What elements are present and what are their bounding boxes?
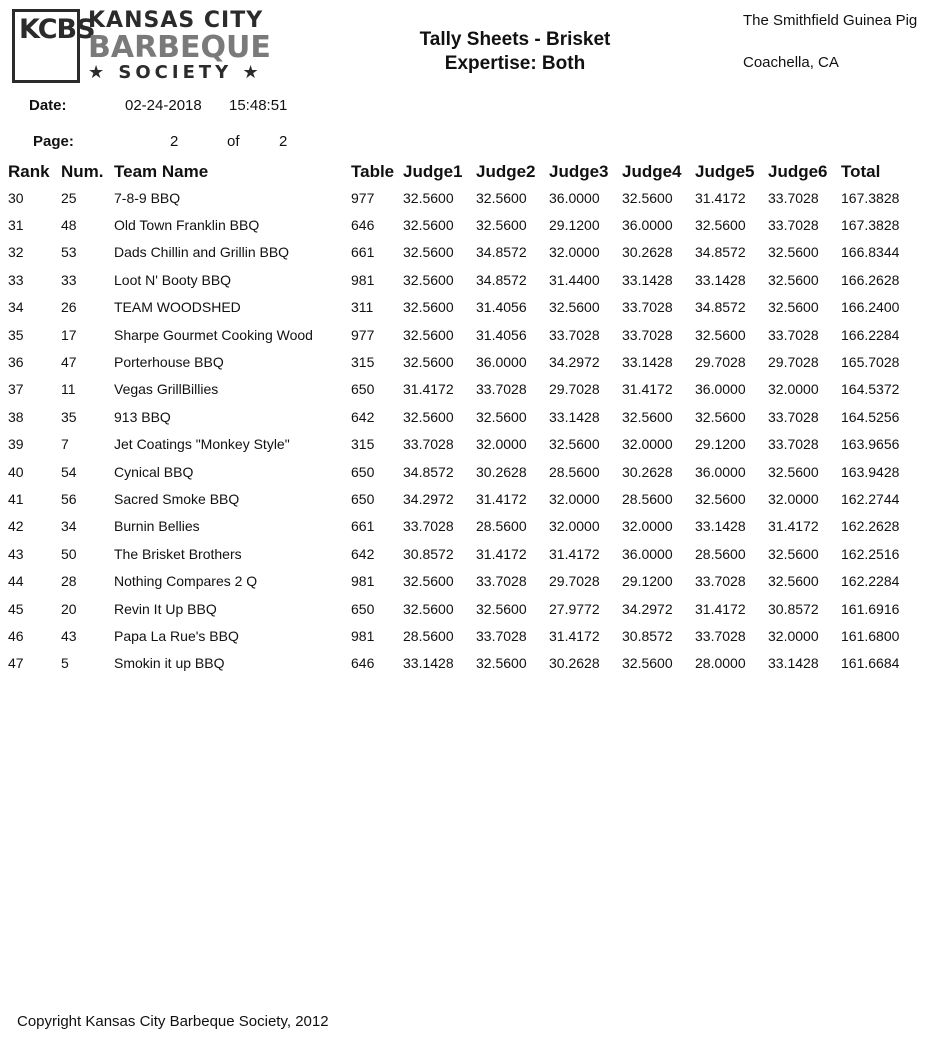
judge3-cell: 30.2628 (549, 655, 600, 672)
judge3-cell: 31.4172 (549, 627, 600, 644)
judge1-cell: 33.7028 (403, 518, 454, 535)
total-cell: 163.9656 (841, 436, 900, 453)
total-cell: 162.2744 (841, 490, 900, 507)
total-cell: 166.2400 (841, 299, 900, 316)
team-name-cell: Nothing Compares 2 Q (114, 573, 258, 590)
judge4-cell: 32.5600 (622, 655, 673, 672)
rank-cell: 41 (8, 490, 24, 507)
logo-wordmark (88, 9, 293, 83)
judge6-cell: 32.0000 (768, 627, 819, 644)
team-name-cell: Porterhouse BBQ (114, 354, 224, 371)
judge2-cell: 32.5600 (476, 600, 527, 617)
judge2-cell: 30.2628 (476, 463, 527, 480)
rank-cell: 33 (8, 271, 24, 288)
team-name-cell: TEAM WOODSHED (114, 299, 241, 316)
num-cell: 33 (61, 271, 77, 288)
total-cell: 163.9428 (841, 463, 900, 480)
rank-cell: 31 (8, 217, 24, 234)
column-header: Rank (8, 162, 50, 181)
table-row (8, 567, 938, 594)
judge5-cell: 36.0000 (695, 463, 746, 480)
table-cell: 642 (351, 545, 375, 562)
judge5-cell: 33.7028 (695, 573, 746, 590)
table-row (8, 403, 938, 430)
table-body (8, 184, 938, 677)
page-label: Page: (33, 133, 74, 150)
judge4-cell: 29.1200 (622, 573, 673, 590)
judge4-cell: 32.0000 (622, 436, 673, 453)
judge5-cell: 34.8572 (695, 299, 746, 316)
judge5-cell: 32.5600 (695, 490, 746, 507)
total-cell: 162.2284 (841, 573, 900, 590)
rank-cell: 47 (8, 655, 24, 672)
judge1-cell: 32.5600 (403, 354, 454, 371)
table-row (8, 348, 938, 375)
table-cell: 650 (351, 463, 375, 480)
judge5-cell: 32.5600 (695, 217, 746, 234)
contest-city: Coachella, CA (743, 54, 839, 71)
column-header: Judge5 (695, 162, 755, 181)
num-cell: 11 (61, 381, 76, 398)
logo-line1: KANSAS CITY (88, 8, 264, 33)
num-cell: 50 (61, 545, 77, 562)
rank-cell: 45 (8, 600, 24, 617)
logo-monogram: KCBS (19, 14, 95, 45)
table-cell: 981 (351, 271, 375, 288)
judge6-cell: 33.7028 (768, 436, 819, 453)
team-name-cell: Revin It Up BBQ (114, 600, 217, 617)
judge2-cell: 32.5600 (476, 408, 527, 425)
table-cell: 315 (351, 436, 375, 453)
judge5-cell: 31.4172 (695, 189, 746, 206)
rank-cell: 30 (8, 189, 24, 206)
rank-cell: 43 (8, 545, 24, 562)
judge6-cell: 32.5600 (768, 463, 819, 480)
judge4-cell: 36.0000 (622, 217, 673, 234)
judge4-cell: 32.5600 (622, 189, 673, 206)
judge6-cell: 33.7028 (768, 189, 819, 206)
team-name-cell: Loot N' Booty BBQ (114, 271, 232, 288)
contest-name: The Smithfield Guinea Pig (743, 12, 918, 29)
judge6-cell: 32.5600 (768, 271, 819, 288)
judge1-cell: 34.2972 (403, 490, 454, 507)
table-row (8, 431, 938, 458)
num-cell: 35 (61, 408, 77, 425)
table-row (8, 376, 938, 403)
column-header: Total (841, 162, 881, 181)
judge4-cell: 33.1428 (622, 354, 673, 371)
judge3-cell: 32.0000 (549, 490, 600, 507)
judge4-cell: 33.1428 (622, 271, 673, 288)
total-cell: 161.6916 (841, 600, 900, 617)
judge4-cell: 30.8572 (622, 627, 673, 644)
judge5-cell: 36.0000 (695, 381, 746, 398)
judge1-cell: 33.1428 (403, 655, 454, 672)
column-header: Table (351, 162, 395, 181)
date-label: Date: (29, 97, 67, 114)
table-cell: 981 (351, 627, 375, 644)
table-row (8, 211, 938, 238)
table-row (8, 266, 938, 293)
team-name-cell: Cynical BBQ (114, 463, 194, 480)
judge1-cell: 32.5600 (403, 408, 454, 425)
table-row (8, 485, 938, 512)
table-cell: 650 (351, 600, 375, 617)
judge3-cell: 36.0000 (549, 189, 600, 206)
table-cell: 650 (351, 490, 375, 507)
rank-cell: 40 (8, 463, 24, 480)
column-header: Judge2 (476, 162, 536, 181)
table-row (8, 622, 938, 649)
total-cell: 164.5372 (841, 381, 900, 398)
judge5-cell: 33.1428 (695, 518, 746, 535)
table-cell: 650 (351, 381, 375, 398)
table-cell: 646 (351, 655, 375, 672)
judge1-cell: 32.5600 (403, 217, 454, 234)
total-cell: 161.6684 (841, 655, 900, 672)
total-cell: 161.6800 (841, 627, 900, 644)
judge6-cell: 33.1428 (768, 655, 819, 672)
rank-cell: 37 (8, 381, 24, 398)
num-cell: 25 (61, 189, 77, 206)
rank-cell: 38 (8, 408, 24, 425)
time-value: 15:48:51 (229, 97, 288, 114)
judge5-cell: 32.5600 (695, 408, 746, 425)
judge6-cell: 32.5600 (768, 573, 819, 590)
date-value: 02-24-2018 (125, 97, 202, 114)
team-name-cell: 913 BBQ (114, 408, 171, 425)
num-cell: 26 (61, 299, 77, 316)
judge6-cell: 32.5600 (768, 244, 819, 261)
table-cell: 977 (351, 189, 375, 206)
table-row (8, 184, 938, 211)
page-number: 2 (170, 133, 179, 150)
num-cell: 34 (61, 518, 77, 535)
judge2-cell: 32.5600 (476, 189, 527, 206)
kcbs-logo (12, 9, 292, 85)
total-cell: 167.3828 (841, 217, 900, 234)
judge5-cell: 33.1428 (695, 271, 746, 288)
judge1-cell: 32.5600 (403, 573, 454, 590)
table-header-row (8, 160, 938, 184)
judge5-cell: 29.7028 (695, 354, 746, 371)
judge1-cell: 32.5600 (403, 326, 454, 343)
team-name-cell: 7-8-9 BBQ (114, 189, 181, 206)
judge2-cell: 31.4172 (476, 545, 527, 562)
judge1-cell: 32.5600 (403, 244, 454, 261)
column-header: Team Name (114, 162, 209, 181)
num-cell: 20 (61, 600, 77, 617)
judge1-cell: 32.5600 (403, 600, 454, 617)
judge6-cell: 29.7028 (768, 354, 819, 371)
report-subtitle: Expertise: Both (444, 53, 586, 74)
table-row (8, 294, 938, 321)
table-row (8, 540, 938, 567)
table-row (8, 513, 938, 540)
kcbs-monogram (12, 9, 95, 83)
judge3-cell: 29.7028 (549, 381, 600, 398)
judge2-cell: 34.8572 (476, 271, 527, 288)
table-cell: 315 (351, 354, 375, 371)
judge3-cell: 34.2972 (549, 354, 600, 371)
judge2-cell: 31.4172 (476, 490, 527, 507)
num-cell: 53 (61, 244, 77, 261)
table-cell: 646 (351, 217, 375, 234)
table-cell: 311 (351, 299, 374, 316)
table-cell: 981 (351, 573, 375, 590)
table-cell: 642 (351, 408, 375, 425)
judge3-cell: 32.0000 (549, 518, 600, 535)
judge6-cell: 30.8572 (768, 600, 819, 617)
judge1-cell: 32.5600 (403, 271, 454, 288)
judge3-cell: 33.1428 (549, 408, 600, 425)
judge4-cell: 31.4172 (622, 381, 673, 398)
total-cell: 162.2516 (841, 545, 900, 562)
table-cell: 661 (351, 244, 375, 261)
table-row (8, 321, 938, 348)
tally-table (8, 160, 938, 677)
page-of: of (227, 133, 240, 150)
column-header: Judge1 (403, 162, 463, 181)
rank-cell: 32 (8, 244, 24, 261)
judge3-cell: 32.0000 (549, 244, 600, 261)
table-row (8, 595, 938, 622)
judge6-cell: 33.7028 (768, 408, 819, 425)
judge3-cell: 32.5600 (549, 436, 600, 453)
judge1-cell: 31.4172 (403, 381, 454, 398)
column-header: Judge6 (768, 162, 828, 181)
judge3-cell: 33.7028 (549, 326, 600, 343)
judge6-cell: 32.0000 (768, 490, 819, 507)
judge5-cell: 28.5600 (695, 545, 746, 562)
team-name-cell: Papa La Rue's BBQ (114, 627, 239, 644)
team-name-cell: Dads Chillin and Grillin BBQ (114, 244, 290, 261)
judge6-cell: 32.5600 (768, 299, 819, 316)
rank-cell: 46 (8, 627, 24, 644)
judge3-cell: 27.9772 (549, 600, 600, 617)
logo-line2: BARBEQUE (88, 30, 271, 65)
judge4-cell: 30.2628 (622, 244, 673, 261)
judge2-cell: 28.5600 (476, 518, 527, 535)
judge3-cell: 29.7028 (549, 573, 600, 590)
judge3-cell: 31.4400 (549, 271, 600, 288)
total-cell: 164.5256 (841, 408, 900, 425)
num-cell: 54 (61, 463, 77, 480)
num-cell: 5 (61, 655, 69, 672)
column-header: Judge4 (622, 162, 682, 181)
team-name-cell: The Brisket Brothers (114, 545, 242, 562)
judge6-cell: 32.5600 (768, 545, 819, 562)
judge2-cell: 31.4056 (476, 299, 527, 316)
rank-cell: 35 (8, 326, 24, 343)
judge2-cell: 36.0000 (476, 354, 527, 371)
judge4-cell: 30.2628 (622, 463, 673, 480)
num-cell: 28 (61, 573, 77, 590)
judge5-cell: 32.5600 (695, 326, 746, 343)
num-cell: 47 (61, 354, 77, 371)
team-name-cell: Jet Coatings "Monkey Style" (114, 436, 290, 453)
judge5-cell: 29.1200 (695, 436, 746, 453)
report-title: Tally Sheets - Brisket (419, 29, 611, 50)
judge6-cell: 33.7028 (768, 217, 819, 234)
table-row (8, 239, 938, 266)
judge4-cell: 32.0000 (622, 518, 673, 535)
judge2-cell: 32.5600 (476, 217, 527, 234)
judge5-cell: 31.4172 (695, 600, 746, 617)
judge2-cell: 33.7028 (476, 381, 527, 398)
team-name-cell: Burnin Bellies (114, 518, 200, 535)
judge3-cell: 29.1200 (549, 217, 600, 234)
judge4-cell: 28.5600 (622, 490, 673, 507)
judge1-cell: 34.8572 (403, 463, 454, 480)
judge4-cell: 33.7028 (622, 326, 673, 343)
judge1-cell: 30.8572 (403, 545, 454, 562)
column-header: Judge3 (549, 162, 609, 181)
copyright-footer: Copyright Kansas City Barbeque Society, 2012 (17, 1013, 329, 1030)
judge1-cell: 28.5600 (403, 627, 454, 644)
judge1-cell: 33.7028 (403, 436, 454, 453)
judge5-cell: 33.7028 (695, 627, 746, 644)
contest-info (743, 11, 917, 73)
table-row (8, 650, 938, 677)
judge3-cell: 32.5600 (549, 299, 600, 316)
report-title-block (380, 28, 650, 76)
judge5-cell: 28.0000 (695, 655, 746, 672)
num-cell: 48 (61, 217, 77, 234)
team-name-cell: Vegas GrillBillies (114, 381, 219, 398)
judge3-cell: 28.5600 (549, 463, 600, 480)
team-name-cell: Old Town Franklin BBQ (114, 217, 260, 234)
total-cell: 166.8344 (841, 244, 900, 261)
judge4-cell: 32.5600 (622, 408, 673, 425)
judge4-cell: 36.0000 (622, 545, 673, 562)
num-cell: 56 (61, 490, 77, 507)
judge6-cell: 31.4172 (768, 518, 819, 535)
table-cell: 977 (351, 326, 375, 343)
judge5-cell: 34.8572 (695, 244, 746, 261)
table-cell: 661 (351, 518, 375, 535)
num-cell: 17 (61, 326, 77, 343)
team-name-cell: Smokin it up BBQ (114, 655, 225, 672)
total-cell: 166.2284 (841, 326, 900, 343)
judge1-cell: 32.5600 (403, 299, 454, 316)
rank-cell: 36 (8, 354, 24, 371)
team-name-cell: Sacred Smoke BBQ (114, 490, 240, 507)
judge2-cell: 31.4056 (476, 326, 527, 343)
num-cell: 43 (61, 627, 77, 644)
total-cell: 166.2628 (841, 271, 900, 288)
total-cell: 167.3828 (841, 189, 900, 206)
team-name-cell: Sharpe Gourmet Cooking Wood (114, 326, 313, 343)
rank-cell: 34 (8, 299, 24, 316)
page-total: 2 (279, 133, 288, 150)
judge4-cell: 33.7028 (622, 299, 673, 316)
rank-cell: 44 (8, 573, 24, 590)
judge2-cell: 34.8572 (476, 244, 527, 261)
judge2-cell: 33.7028 (476, 573, 527, 590)
judge2-cell: 32.5600 (476, 655, 527, 672)
column-header: Num. (61, 162, 104, 181)
judge6-cell: 33.7028 (768, 326, 819, 343)
judge4-cell: 34.2972 (622, 600, 673, 617)
judge6-cell: 32.0000 (768, 381, 819, 398)
rank-cell: 42 (8, 518, 24, 535)
judge1-cell: 32.5600 (403, 189, 454, 206)
judge2-cell: 32.0000 (476, 436, 527, 453)
logo-line3: ★ SOCIETY ★ (88, 62, 263, 83)
judge2-cell: 33.7028 (476, 627, 527, 644)
judge3-cell: 31.4172 (549, 545, 600, 562)
total-cell: 162.2628 (841, 518, 900, 535)
num-cell: 7 (61, 436, 69, 453)
rank-cell: 39 (8, 436, 24, 453)
total-cell: 165.7028 (841, 354, 900, 371)
table-row (8, 458, 938, 485)
